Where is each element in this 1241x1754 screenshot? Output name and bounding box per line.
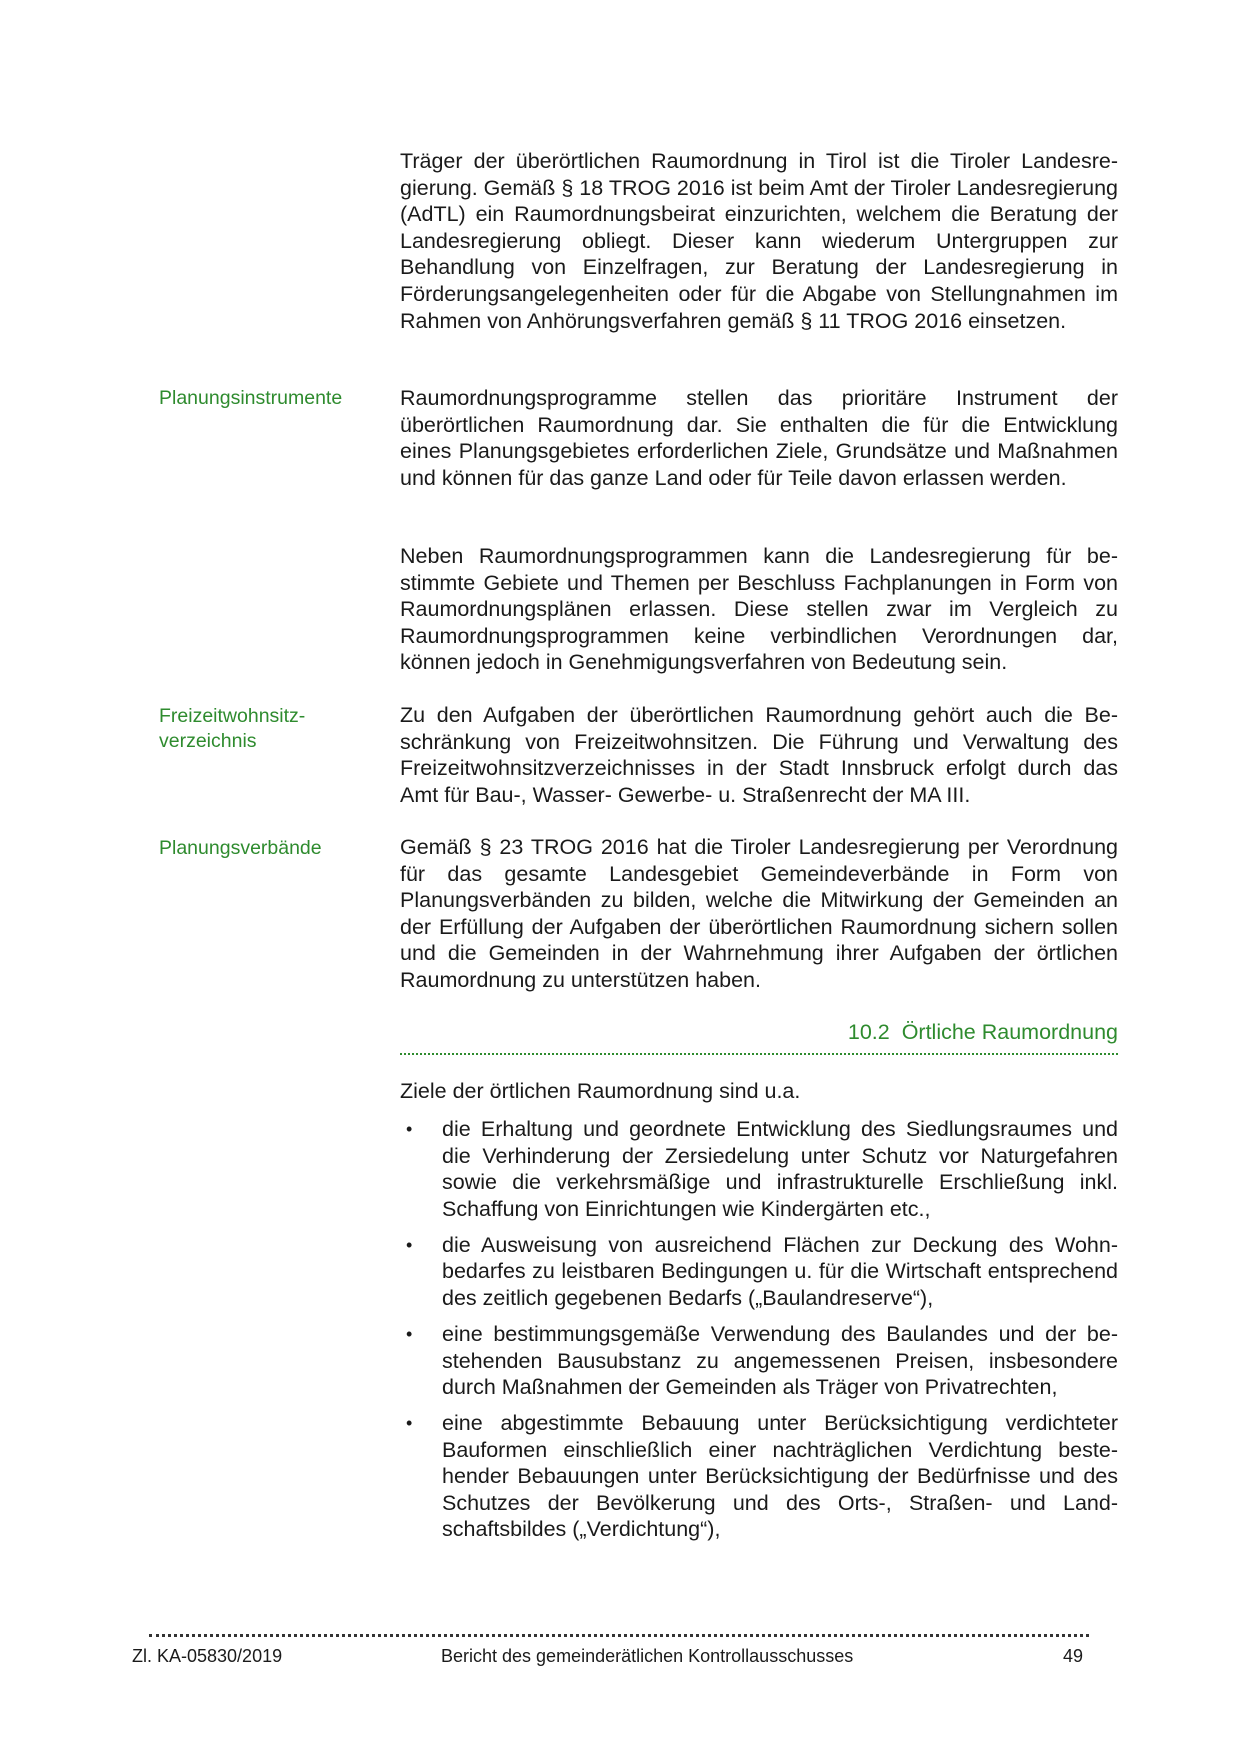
margin-label-planungsinstrumente: Planungsinstrumente (159, 387, 343, 409)
ziele-bullet-list (400, 1116, 1118, 1552)
margin-label-freizeitwohnsitz (159, 704, 369, 754)
list-item-text: die Erhaltung und geordnete Entwicklung des Siedlungsraumes und die Verhinderung der Zersiedelung unter Schutz vor Naturgefahren sowie die verkehrsmäßige und infrastrukturelle Erschließung inkl. Schaffung von Einrichtungen wie Kindergärten etc., (442, 1117, 1118, 1221)
planungsinstrumente-paragraph-2-block (400, 543, 1118, 676)
ziele-intro: Ziele der örtlichen Raumordnung sind u.a. (400, 1079, 801, 1103)
footer-divider (149, 1634, 1089, 1637)
section-title: Örtliche Raumordnung (901, 1020, 1118, 1044)
list-item-text: die Ausweisung von ausreichend Flächen zur Deckung des Wohnbedarfes zu leistbaren Bedingungen u. für die Wirtschaft entsprechend des zeitlich gegebenen Bedarfs („Baulandreserve“), (442, 1232, 1118, 1310)
section-number: 10.2 (847, 1020, 890, 1044)
list-item-text: eine abgestimmte Bebauung unter Berücksichtigung verdichteter Bauformen einschließlich einer nachträglichen Verdichtung bestehender Bebauungen unter Berücksichtigung der Bedürfnisse und des Schutzes der Bevölkerung und des Orts-, Straßen- und Landschaftsbildes („Verdichtung“), (442, 1411, 1118, 1542)
list-item-text: eine bestimmungsgemäße Verwendung des Baulandes und der bestehenden Bausubstanz zu angemessenen Preisen, insbesondere durch Maßnahmen der Gemeinden als Träger von Privatrechten, (442, 1321, 1118, 1400)
margin-label-freizeitwohnsitz-line1: Freizeitwohnsitz- (159, 705, 306, 727)
freizeitwohnsitz-paragraph-block (400, 702, 1118, 808)
planungsinstrumente-paragraph-2: Neben Raumordnungsprogrammen kann die Landesregierung für bestimmte Gebiete und Themen per Beschluss Fachplanungen in Form von Raumordnungsplänen erlassen. Diese stellen zwar im Vergleich zu Raumordnungsprogrammen keine verbindlichen Verordnungen dar, können jedoch in Genehmigungsverfahren von Bedeutung sein. (400, 544, 1118, 675)
list-item (400, 1116, 1118, 1222)
list-item (400, 1232, 1118, 1312)
margin-label-planungsverbaende: Planungsverbände (159, 837, 322, 859)
margin-label-freizeitwohnsitz-line2: verzeichnis (159, 730, 257, 752)
bullet-icon: • (406, 1119, 413, 1139)
intro-paragraph: Träger der überörtlichen Raumordnung in Tirol ist die Tiroler Landesregierung. Gemäß § 18 TROG 2016 ist beim Amt der Tiroler Landesregierung (AdTL) ein Raumordnungsbeirat einzurichten, welchem die Beratung der Landesregierung obliegt. Dieser kann wiederum Untergruppen zur Behandlung von Einzelfragen, zur Beratung der Landesregierung in Förderungsangelegenheiten oder für die Abgabe von Stellungnahmen im Rahmen von Anhörungsverfahren gemäß § 11 TROG 2016 einsetzen. (400, 149, 1118, 333)
planungsverbaende-paragraph: Gemäß § 23 TROG 2016 hat die Tiroler Landesregierung per Verordnung für das gesamte Landesgebiet Gemeindeverbände in Form von Planungsverbänden zu bilden, welche die Mitwirkung der Gemeinden an der Erfüllung der Aufgaben der überörtlichen Raumordnung sichern sollen und die Gemeinden in der Wahrnehmung ihrer Aufgaben der örtlichen Raumordnung zu unterstützen haben. (400, 835, 1118, 992)
planungsinstrumente-paragraph-1: Raumordnungsprogramme stellen das prioritäre Instrument der überörtlichen Raumordnung dar. Sie enthalten die für die Entwicklung eines Planungsgebietes erforderlichen Ziele, Grundsätze und Maßnahmen und können für das ganze Land oder für Teile davon erlassen werden. (400, 386, 1118, 490)
bullet-icon: • (406, 1234, 413, 1255)
footer-report-title: Bericht des gemeinderätlichen Kontrollausschusses (441, 1646, 854, 1666)
footer-page-number: 49 (1063, 1646, 1084, 1666)
list-item (400, 1321, 1118, 1401)
planungsinstrumente-paragraph-1-block (400, 385, 1118, 491)
list-item (400, 1410, 1118, 1543)
ziele-intro-block (400, 1078, 1118, 1105)
freizeitwohnsitz-paragraph: Zu den Aufgaben der überörtlichen Raumordnung gehört auch die Beschränkung von Freizeitwohnsitzen. Die Führung und Verwaltung des Freizeitwohnsitzverzeichnisses in der Stadt Innsbruck erfolgt durch das Amt für Bau-, Wasser- Gewerbe- u. Straßenrecht der MA III. (400, 703, 1118, 807)
footer-reference: Zl. KA-05830/2019 (132, 1646, 283, 1666)
section-heading (400, 1017, 1118, 1055)
bullet-icon: • (406, 1413, 413, 1434)
intro-paragraph-block (400, 148, 1118, 334)
planungsverbaende-paragraph-block (400, 834, 1118, 994)
bullet-icon: • (406, 1323, 413, 1344)
